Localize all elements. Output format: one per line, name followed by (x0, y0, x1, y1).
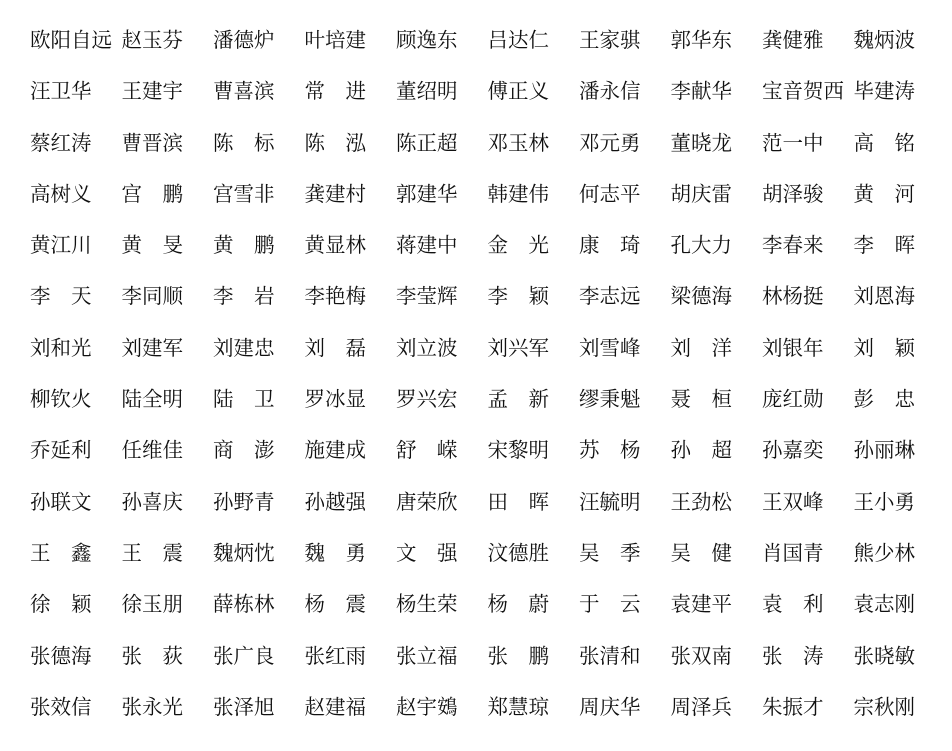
name-entry: 刘和光 (30, 335, 92, 360)
name-entry: 叶培建 (304, 28, 366, 52)
name-entry: 张红雨 (304, 643, 366, 668)
name-entry: 王劲松 (670, 489, 732, 514)
name-entry: 柳钦火 (30, 387, 92, 412)
name-entry: 胡庆雷 (670, 181, 732, 206)
name-entry: 赵建福 (304, 694, 366, 719)
name-entry: 陈 标 (213, 130, 275, 155)
name-entry: 张 荻 (121, 643, 183, 668)
name-entry: 李献华 (670, 79, 732, 104)
name-entry: 孙野青 (213, 489, 275, 514)
name-entry: 汪卫华 (30, 79, 92, 104)
name-entry: 潘德炉 (213, 28, 275, 52)
name-entry: 刘雪峰 (579, 335, 641, 360)
name-entry: 汪毓明 (579, 489, 641, 514)
name-entry: 徐玉朋 (121, 592, 183, 617)
name-entry: 袁 利 (762, 592, 824, 617)
name-entry: 陈 泓 (304, 130, 366, 155)
name-entry: 刘建军 (121, 335, 183, 360)
name-entry: 魏 勇 (304, 540, 366, 565)
name-entry: 林杨挺 (762, 284, 824, 309)
name-entry: 袁建平 (670, 592, 732, 617)
name-entry: 常 进 (304, 79, 366, 104)
name-entry: 乔延利 (30, 438, 92, 463)
name-entry: 张永光 (121, 694, 183, 719)
name-entry: 高 铭 (853, 130, 915, 155)
name-entry: 李春来 (762, 233, 824, 258)
name-entry: 魏炳忱 (213, 540, 275, 565)
name-entry: 范一中 (762, 130, 824, 155)
name-entry: 毕建涛 (853, 79, 915, 104)
name-entry: 文 强 (396, 540, 458, 565)
name-entry: 周庆华 (579, 694, 641, 719)
name-entry: 袁志刚 (853, 592, 915, 617)
name-entry: 黄 河 (853, 181, 915, 206)
name-entry: 李 晖 (853, 233, 915, 258)
name-entry: 胡泽骏 (762, 181, 824, 206)
name-entry: 王双峰 (762, 489, 824, 514)
name-entry: 蒋建中 (396, 233, 458, 258)
name-entry: 孟 新 (487, 387, 549, 412)
name-entry: 聂 桓 (670, 387, 732, 412)
name-entry: 蔡红涛 (30, 130, 92, 155)
name-entry: 李莹辉 (396, 284, 458, 309)
name-entry: 于 云 (579, 592, 641, 617)
name-entry: 康 琦 (579, 233, 641, 258)
name-entry: 金 光 (487, 233, 549, 258)
name-entry: 田 晖 (487, 489, 549, 514)
name-entry: 孙越强 (304, 489, 366, 514)
name-entry: 肖国青 (762, 540, 824, 565)
name-entry: 曹喜滨 (213, 79, 275, 104)
name-entry: 李艳梅 (304, 284, 366, 309)
name-entry: 罗兴宏 (396, 387, 458, 412)
name-entry: 孙联文 (30, 489, 92, 514)
name-entry: 刘恩海 (853, 284, 915, 309)
name-entry: 刘立波 (396, 335, 458, 360)
name-entry: 吕达仁 (487, 28, 549, 52)
name-entry: 汶德胜 (487, 540, 549, 565)
name-entry: 杨 蔚 (487, 592, 549, 617)
name-entry: 董晓龙 (670, 130, 732, 155)
name-entry: 曹晋滨 (121, 130, 183, 155)
name-entry: 张 涛 (762, 643, 824, 668)
name-entry: 赵宇鴳 (396, 694, 458, 719)
name-entry: 郑慧琼 (487, 694, 549, 719)
name-entry: 傅正义 (487, 79, 549, 104)
name-entry: 刘兴军 (487, 335, 549, 360)
name-entry: 唐荣欣 (396, 489, 458, 514)
name-entry: 张双南 (670, 643, 732, 668)
name-entry: 郭建华 (396, 181, 458, 206)
name-entry: 薛栋林 (213, 592, 275, 617)
name-entry: 梁德海 (670, 284, 732, 309)
name-entry: 朱振才 (762, 694, 824, 719)
name-list-grid (30, 20, 930, 738)
name-entry: 陈正超 (396, 130, 458, 155)
name-entry: 张广良 (213, 643, 275, 668)
name-entry: 吴 季 (579, 540, 641, 565)
name-entry: 吴 健 (670, 540, 732, 565)
name-entry: 龚健雅 (762, 28, 824, 52)
name-entry: 张效信 (30, 694, 92, 719)
name-entry: 李志远 (579, 284, 641, 309)
name-entry: 施建成 (304, 438, 366, 463)
name-entry: 赵玉芬 (121, 28, 183, 52)
name-entry: 刘银年 (762, 335, 824, 360)
name-entry: 彭 忠 (853, 387, 915, 412)
name-entry: 李 岩 (213, 284, 275, 309)
name-entry: 宋黎明 (487, 438, 549, 463)
name-entry: 孙喜庆 (121, 489, 183, 514)
name-entry: 王小勇 (853, 489, 915, 514)
name-entry: 张立福 (396, 643, 458, 668)
name-entry: 张德海 (30, 643, 92, 668)
name-entry: 张 鹏 (487, 643, 549, 668)
name-entry: 黄显林 (304, 233, 366, 258)
name-entry: 苏 杨 (579, 438, 641, 463)
name-entry: 何志平 (579, 181, 641, 206)
name-entry: 舒 嵘 (396, 438, 458, 463)
name-entry: 黄 鹏 (213, 233, 275, 258)
name-entry: 任维佳 (121, 438, 183, 463)
name-entry: 魏炳波 (853, 28, 915, 52)
name-entry: 张泽旭 (213, 694, 275, 719)
name-entry: 韩建伟 (487, 181, 549, 206)
name-entry: 刘 颖 (853, 335, 915, 360)
name-entry: 李同顺 (121, 284, 183, 309)
name-entry: 郭华东 (670, 28, 732, 52)
name-entry: 孙嘉奕 (762, 438, 824, 463)
name-entry: 陆 卫 (213, 387, 275, 412)
name-entry: 顾逸东 (396, 28, 458, 52)
name-entry: 欧阳自远 (30, 28, 112, 52)
name-entry: 庞红勋 (762, 387, 824, 412)
name-entry: 孔大力 (670, 233, 732, 258)
name-entry: 刘 洋 (670, 335, 732, 360)
name-entry: 张晓敏 (853, 643, 915, 668)
name-entry: 张清和 (579, 643, 641, 668)
name-entry: 缪秉魁 (579, 387, 641, 412)
name-entry: 熊少林 (853, 540, 915, 565)
name-entry: 宗秋刚 (853, 694, 915, 719)
name-entry: 孙 超 (670, 438, 732, 463)
name-entry: 陆全明 (121, 387, 183, 412)
name-entry: 王家骐 (579, 28, 641, 52)
name-entry: 黄江川 (30, 233, 92, 258)
name-entry: 宫雪非 (213, 181, 275, 206)
name-entry: 刘 磊 (304, 335, 366, 360)
name-entry: 孙丽琳 (853, 438, 915, 463)
name-entry: 董绍明 (396, 79, 458, 104)
name-entry: 龚建村 (304, 181, 366, 206)
name-entry: 杨生荣 (396, 592, 458, 617)
name-entry: 邓玉林 (487, 130, 549, 155)
name-entry: 邓元勇 (579, 130, 641, 155)
name-entry: 李 颖 (487, 284, 549, 309)
name-entry: 李 天 (30, 284, 92, 309)
name-entry: 王 鑫 (30, 540, 92, 565)
name-entry: 宫 鹏 (121, 181, 183, 206)
name-entry: 王建宇 (121, 79, 183, 104)
name-entry: 潘永信 (579, 79, 641, 104)
name-entry: 刘建忠 (213, 335, 275, 360)
name-entry: 罗冰显 (304, 387, 366, 412)
name-entry: 商 澎 (213, 438, 275, 463)
name-entry: 宝音贺西 (762, 79, 844, 104)
name-entry: 黄 旻 (121, 233, 183, 258)
name-entry: 王 震 (121, 540, 183, 565)
name-entry: 高树义 (30, 181, 92, 206)
name-entry: 徐 颖 (30, 592, 92, 617)
name-entry: 周泽兵 (670, 694, 732, 719)
name-entry: 杨 震 (304, 592, 366, 617)
